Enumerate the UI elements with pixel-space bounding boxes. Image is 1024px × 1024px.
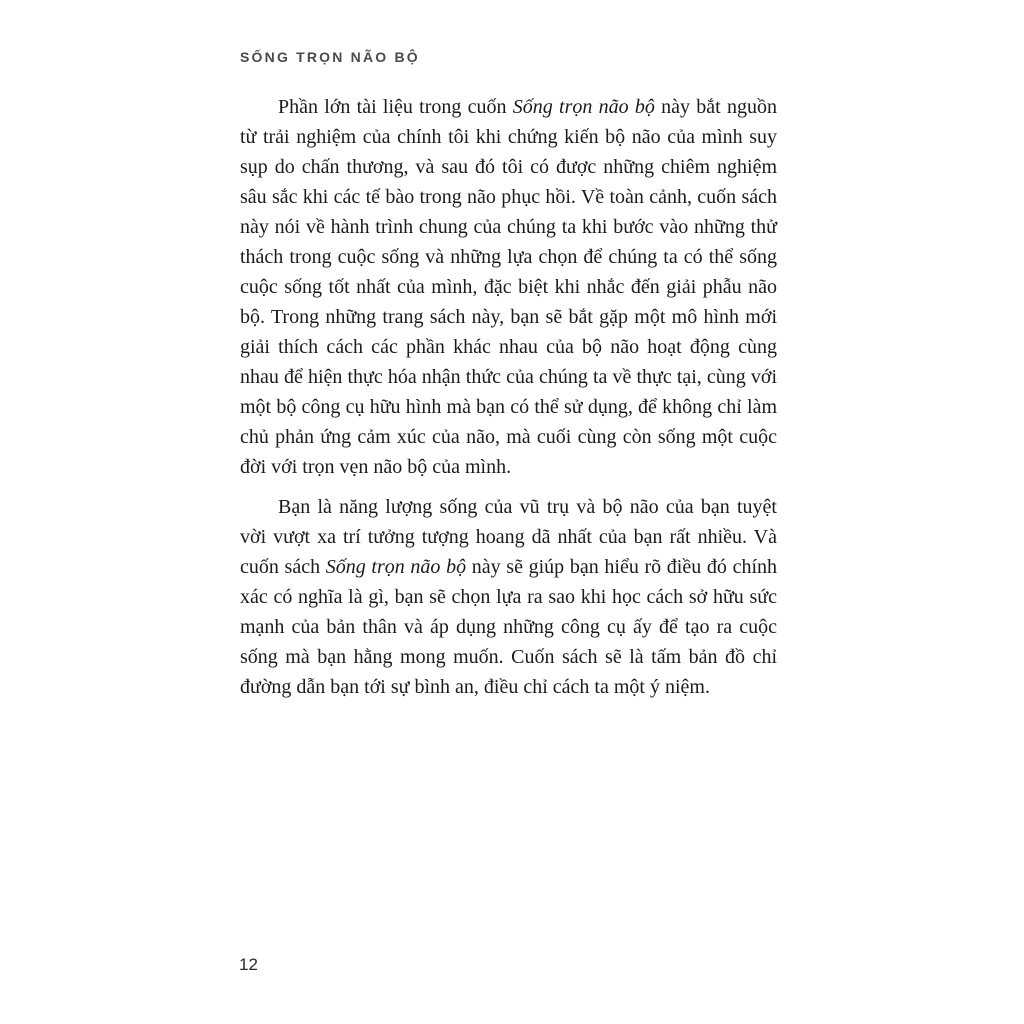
paragraph-text: này sẽ giúp bạn hiểu rõ điều đó chính xác có nghĩa là gì, bạn sẽ chọn lựa ra sao khi học cách sở hữu sức mạnh của bản thân và áp dụng những công cụ ấy để tạo ra cuộc sống mà bạn hằng mong muốn. Cuốn sách sẽ là tấm bản đồ chỉ đường dẫn bạn tới sự bình an, điều chỉ cách ta một ý niệm. xyxy=(240,556,778,698)
paragraph-text: Bạn là năng lượng sống của vũ trụ và bộ não của bạn tuyệt vời vượt xa trí tưởng tượng hoang dã nhất của bạn rất nhiều. Và cuốn sách xyxy=(240,496,777,578)
paragraph-text: Phần lớn tài liệu trong cuốn xyxy=(278,96,513,118)
paragraph xyxy=(240,92,777,482)
italic-book-title: Sống trọn não bộ xyxy=(325,556,467,578)
paragraph-text: này bắt nguồn từ trải nghiệm của chính tôi khi chứng kiến bộ não của mình suy sụp do chấn thương, và sau đó tôi có được những chiêm nghiệm sâu sắc khi các tế bào trong não phục hồi. Về toàn cảnh, cuốn sách này nói về hành trình chung của chúng ta khi bước vào những thử thách trong cuộc sống và những lựa chọn để chúng ta có thể sống cuộc sống tốt nhất của mình, đặc biệt khi nhắc đến giải phẫu não bộ. Trong những trang sách này, bạn sẽ bắt gặp một mô hình mới giải thích cách các phần khác nhau của bộ não hoạt động cùng nhau để hiện thực hóa nhận thức của chúng ta về thực tại, cùng với một bộ công cụ hữu hình mà bạn có thể sử dụng, để không chỉ làm chủ phản ứng cảm xúc của não, mà cuối cùng còn sống một cuộc đời với trọn vẹn não bộ của mình. xyxy=(240,96,777,478)
italic-book-title: Sống trọn não bộ xyxy=(512,96,655,118)
page-body-text xyxy=(240,92,777,702)
paragraph xyxy=(240,492,777,702)
running-header: SỐNG TRỌN NÃO BỘ xyxy=(240,49,420,65)
page-number: 12 xyxy=(239,955,258,974)
